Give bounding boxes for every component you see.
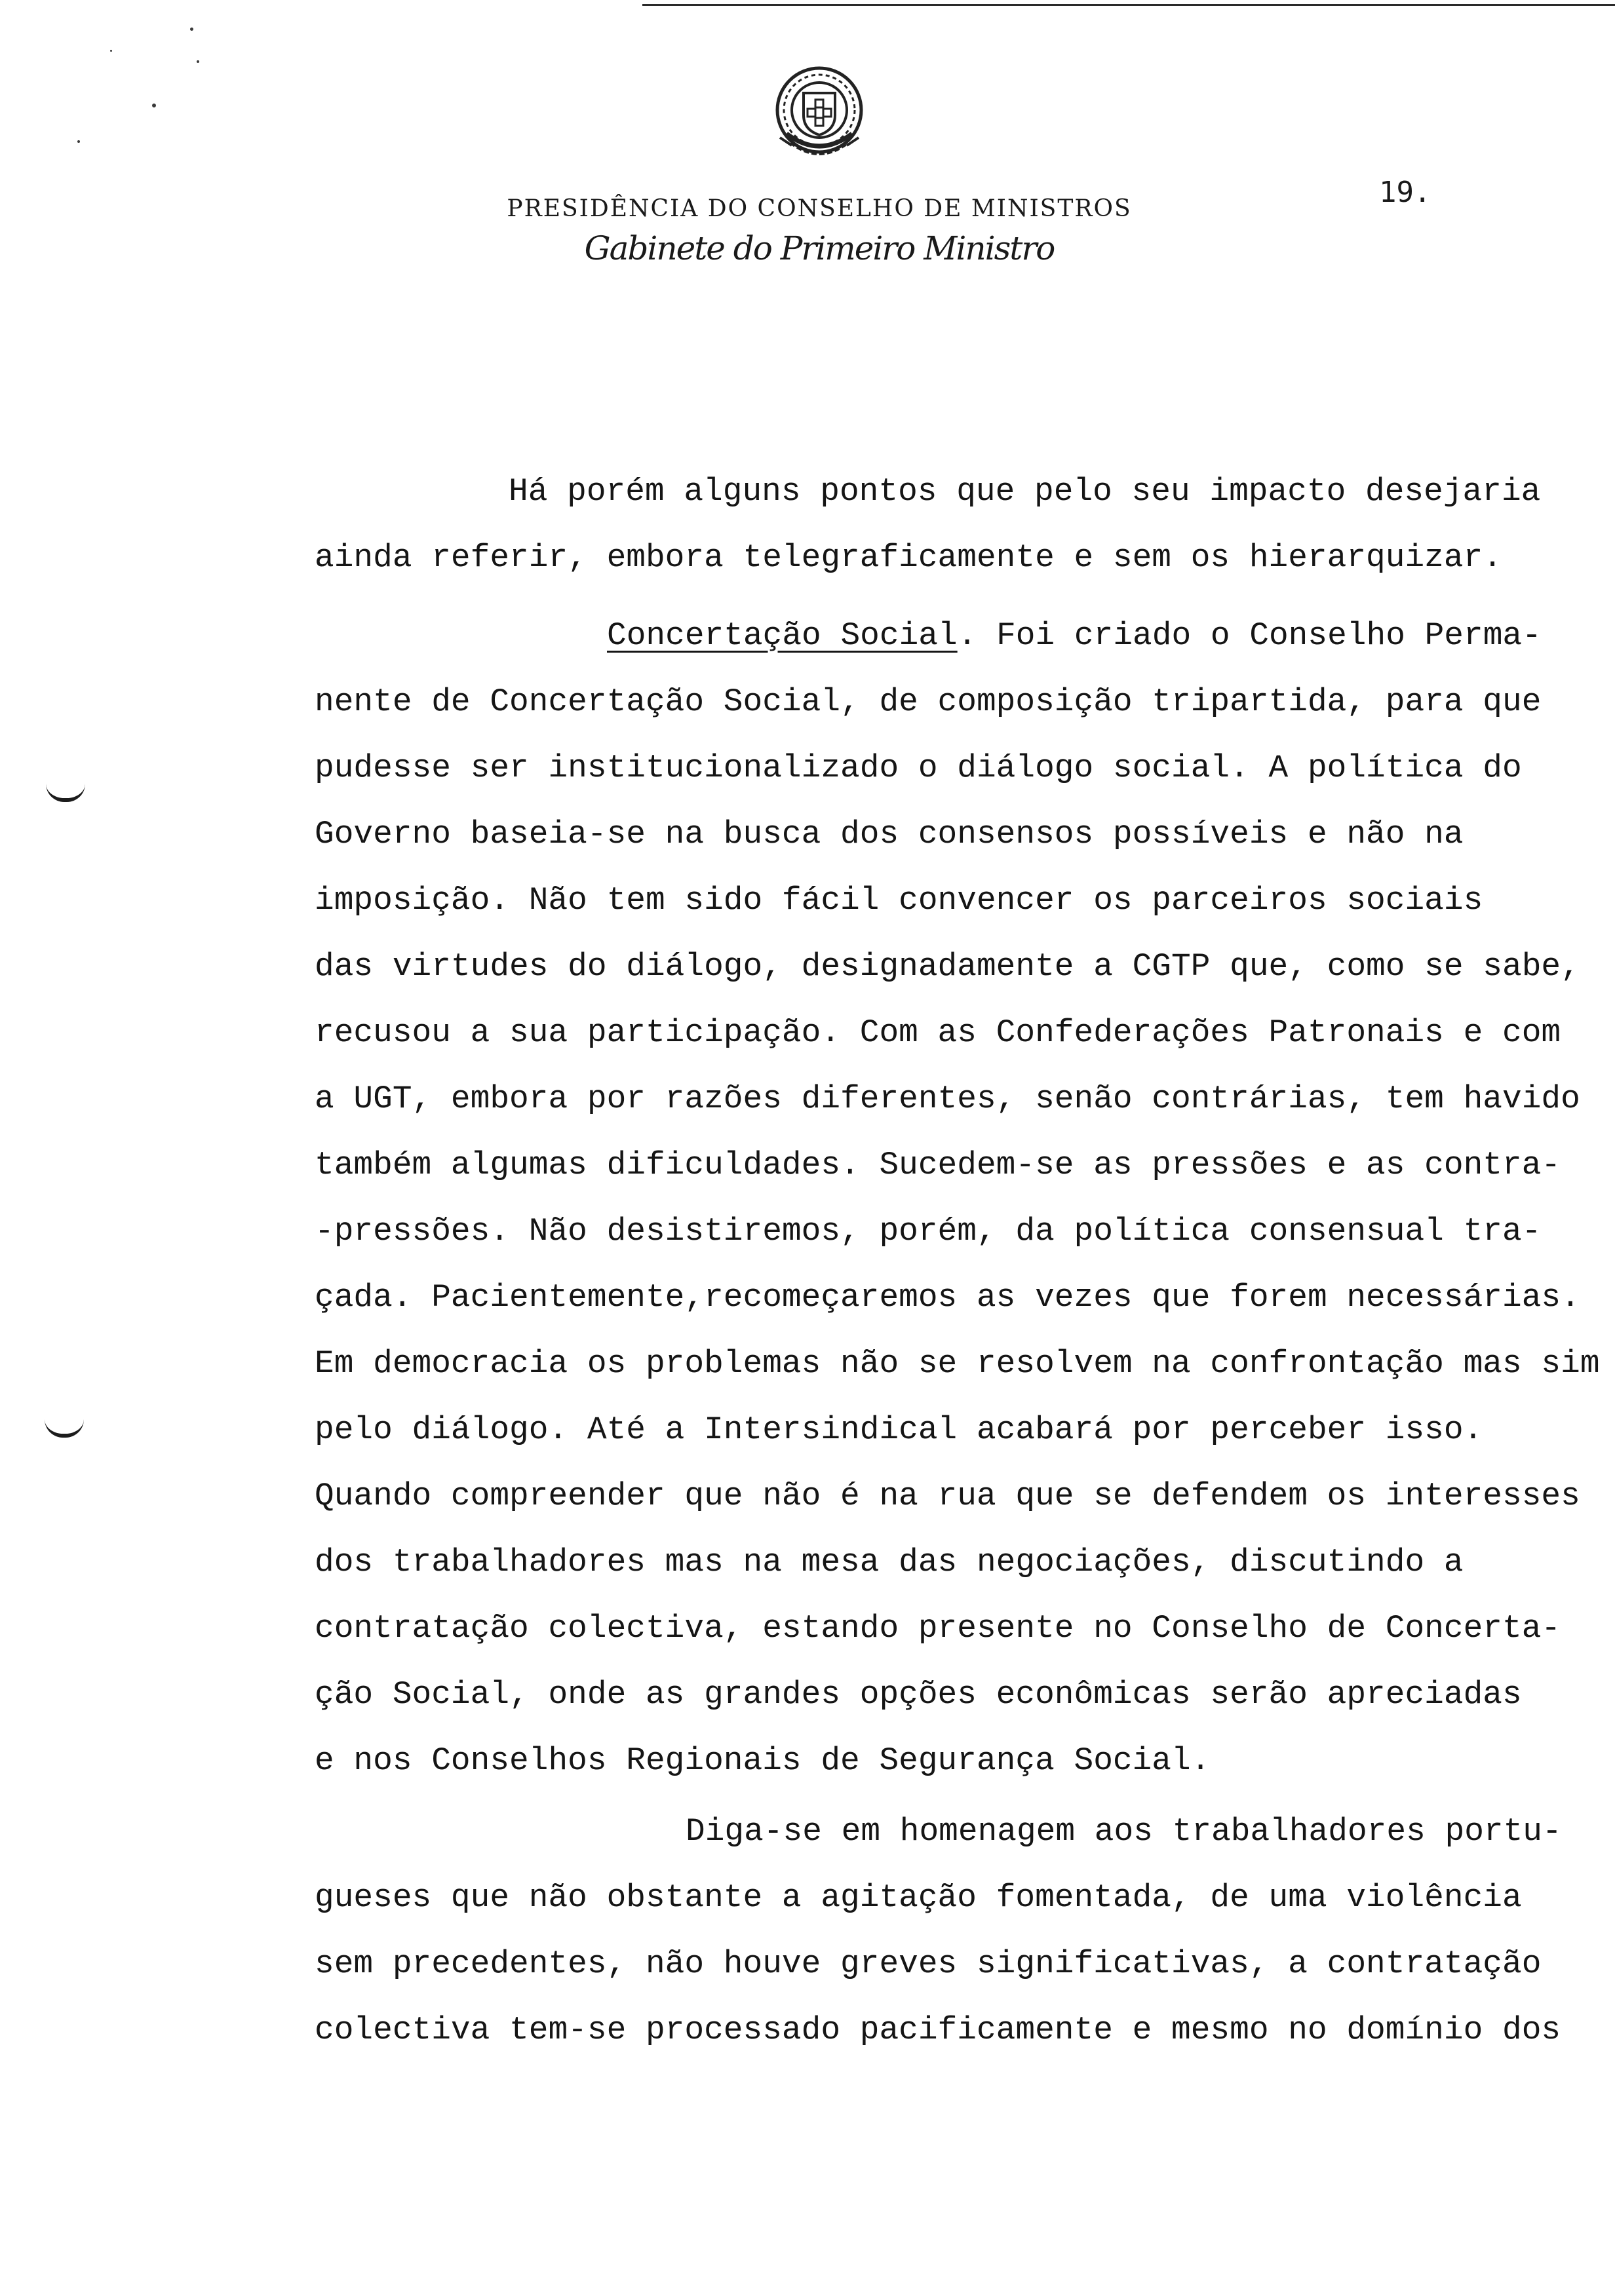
- paragraph-gap: [315, 1794, 1612, 1799]
- text-line: Quando compreender que não é na rua que se defendem os interesses: [315, 1478, 1580, 1514]
- text-line: e nos Conselhos Regionais de Segurança Social.: [315, 1742, 1211, 1779]
- section-heading: Concertação Social: [607, 617, 958, 654]
- text-line: colectiva tem-se processado pacificamente e mesmo no domínio dos: [315, 2012, 1561, 2048]
- office-subheader: Gabinete do Primeiro Ministro: [584, 229, 1055, 267]
- text-line: ainda referir, embora telegraficamente e sem os hierarquizar.: [315, 539, 1502, 576]
- text-line: gueses que não obstante a agitação fomentada, de uma violência: [315, 1879, 1522, 1916]
- text-line: Em democracia os problemas não se resolvem na confrontação mas sim: [315, 1345, 1600, 1382]
- hole-punch-mark-icon: [45, 1419, 84, 1438]
- text-line: a UGT, embora por razões diferentes, senão contrárias, tem havido: [315, 1081, 1580, 1117]
- text-line: Diga-se em homenagem aos trabalhadores portu-: [686, 1813, 1562, 1850]
- text-line: Há porém alguns pontos que pelo seu impacto desejaria: [509, 473, 1541, 510]
- coat-of-arms-icon: [760, 60, 878, 178]
- paragraph-gap: [315, 591, 1612, 603]
- text-line: çada. Pacientemente,recomeçaremos as vezes que forem necessárias.: [315, 1279, 1580, 1316]
- scan-speck: [110, 50, 112, 52]
- text-line: dos trabalhadores mas na mesa das negociações, discutindo a: [315, 1544, 1464, 1580]
- text-line-rest: . Foi criado o Conselho Perma-: [957, 617, 1542, 654]
- text-line: pelo diálogo. Até a Intersindical acabará por perceber isso.: [315, 1411, 1483, 1448]
- page-number: 19.: [1379, 176, 1431, 209]
- document-body: [315, 459, 1612, 2063]
- scan-speck: [190, 28, 193, 31]
- institution-header: PRESIDÊNCIA DO CONSELHO DE MINISTROS: [507, 195, 1132, 222]
- text-line: ção Social, onde as grandes opções econômicas serão apreciadas: [315, 1676, 1522, 1713]
- text-line: nente de Concertação Social, de composição tripartida, para que: [315, 683, 1542, 720]
- text-line: das virtudes do diálogo, designadamente a CGTP que, como se sabe,: [315, 948, 1580, 985]
- text-line: -pressões. Não desistiremos, porém, da política consensual tra-: [315, 1213, 1542, 1250]
- text-line: também algumas dificuldades. Sucedem-se as pressões e as contra-: [315, 1147, 1561, 1183]
- text-line: sem precedentes, não houve greves significativas, a contratação: [315, 1945, 1542, 1982]
- scan-speck: [77, 140, 80, 143]
- section-heading-line: [315, 603, 1612, 669]
- text-line: recusou a sua participação. Com as Confederações Patronais e com: [315, 1014, 1561, 1051]
- scan-speck: [197, 60, 199, 63]
- text-line: Governo baseia-se na busca dos consensos possíveis e não na: [315, 816, 1464, 852]
- text-line: pudesse ser institucionalizado o diálogo social. A política do: [315, 750, 1522, 786]
- text-line: imposição. Não tem sido fácil convencer os parceiros sociais: [315, 882, 1483, 919]
- text-line: contratação colectiva, estando presente no Conselho de Concerta-: [315, 1610, 1561, 1647]
- hole-punch-mark-icon: [46, 784, 85, 802]
- scan-speck: [152, 104, 156, 107]
- top-edge-rule: [642, 4, 1615, 6]
